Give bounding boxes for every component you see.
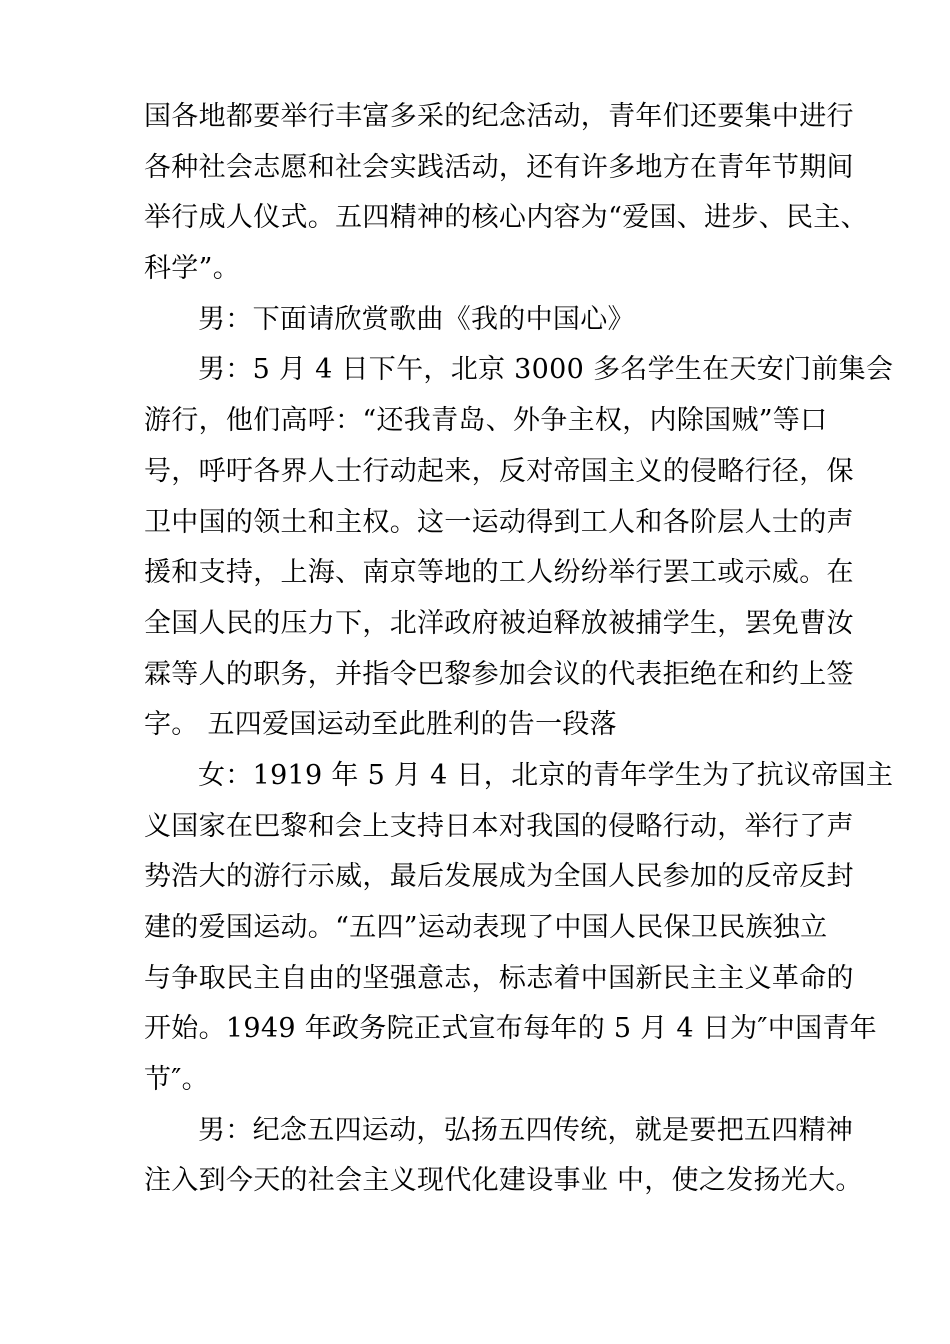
text-line: 国各地都要举行丰富多采的纪念活动，青年们还要集中进行 — [144, 101, 854, 132]
text-line: 卫中国的领土和主权。这一运动得到工人和各阶层人士的声 — [144, 506, 854, 538]
text-line: 与争取民主自由的坚强意志，标志着中国新民主主义革命的 — [144, 962, 854, 994]
text-line: 游行，他们高呼：“还我青岛、外争主权，内除国贼”等口 — [144, 405, 828, 437]
text-line: 男：5 月 4 日下午，北京 3000 多名学生在天安门前集会 — [198, 354, 894, 386]
text-line: 建的爱国运动。“五四”运动表现了中国人民保卫民族独立 — [144, 912, 828, 943]
text-line: 男：纪念五四运动，弘扬五四传统，就是要把五四精神 — [198, 1114, 854, 1146]
text-line: 义国家在巴黎和会上支持日本对我国的侵略行动，举行了声 — [144, 810, 854, 842]
text-line: 男：下面请欣赏歌曲《我的中国心》 — [198, 303, 635, 335]
text-line: 援和支持，上海、南京等地的工人纷纷举行罢工或示威。在 — [144, 557, 854, 589]
text-line: 科学”。 — [144, 253, 241, 285]
text-line: 各种社会志愿和社会实践活动，还有许多地方在青年节期间 — [144, 151, 854, 183]
text-line: 号，呼吁各界人士行动起来，反对帝国主义的侵略行径，保 — [144, 455, 854, 487]
text-line: 开始。1949 年政务院正式宣布每年的 5 月 4 日为″中国青年 — [144, 1013, 877, 1045]
text-line: 举行成人仪式。五四精神的核心内容为“爱国、进步、民主、 — [144, 202, 868, 234]
text-line: 字。 五四爱国运动至此胜利的告一段落 — [144, 709, 617, 741]
text-line: 注入到今天的社会主义现代化建设事业 中，使之发扬光大。 — [144, 1165, 863, 1197]
text-line: 节″。 — [144, 1064, 209, 1096]
text-line: 霖等人的职务，并指令巴黎参加会议的代表拒绝在和约上签 — [144, 658, 854, 690]
text-line: 全国人民的压力下，北洋政府被迫释放被捕学生，罢免曹汝 — [144, 607, 854, 639]
text-line: 势浩大的游行示威，最后发展成为全国人民参加的反帝反封 — [144, 861, 854, 893]
text-line: 女：1919 年 5 月 4 日，北京的青年学生为了抗议帝国主 — [198, 759, 894, 791]
